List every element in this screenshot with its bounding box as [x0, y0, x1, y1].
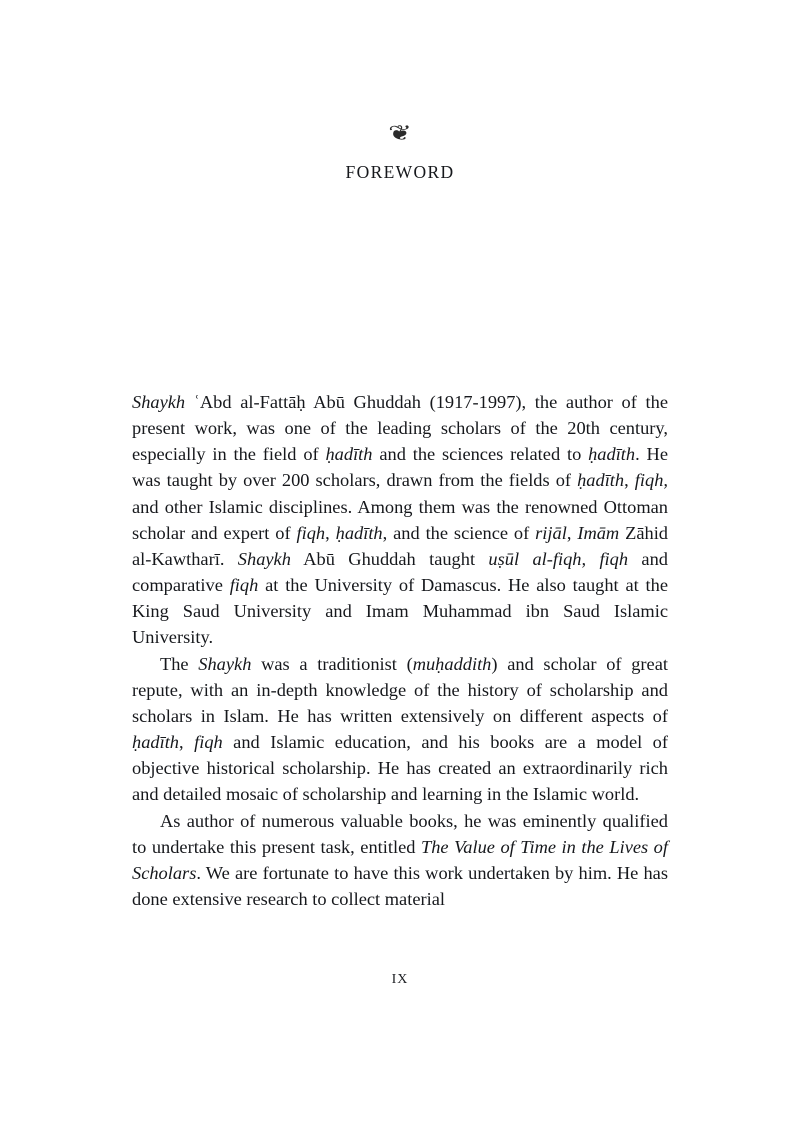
paragraph	[132, 389, 668, 651]
page-number: IX	[391, 972, 409, 987]
italic-term: uṣūl al-fiqh, fiqh	[488, 548, 629, 569]
body-text-block	[132, 389, 668, 912]
floral-flourish-ornament-icon: ❦	[388, 121, 412, 145]
body-text-run: ,	[624, 470, 635, 491]
body-text-run: at the University of Damascus. He also taught at the King Saud University and Imam Muhammad ibn Saud Islamic University.	[132, 575, 668, 648]
body-text-run: Abū Ghuddah taught	[290, 548, 489, 569]
italic-term: Shaykh	[132, 392, 186, 412]
italic-term: The Value of Time in the Lives of Scholars	[132, 836, 668, 883]
page-title: FOREWORD	[345, 162, 455, 182]
italic-term: ḥadīth	[335, 522, 383, 543]
body-text-run: and Islamic education, and his books are a model of objective historical scholarship. He has created an extraordinarily rich and detailed mosaic of scholarship and learning in the Islamic world.	[132, 732, 668, 805]
italic-term: fiqh	[194, 732, 223, 753]
paragraph	[132, 808, 668, 913]
italic-term: fiqh,	[634, 470, 669, 491]
body-text-run: ) and scholar of great repute, with an in-depth knowledge of the history of scholarship and scholars in Islam. He has written extensively on different aspects of	[132, 653, 668, 726]
italic-term: fiqh	[229, 575, 259, 596]
italic-term: ḥadīth	[325, 444, 373, 465]
italic-term: ḥadīth	[577, 470, 625, 491]
italic-term: rijāl	[535, 522, 567, 543]
italic-term: Shaykh	[237, 548, 291, 569]
italic-term: Imām	[577, 522, 620, 543]
body-text-run: ʿAbd al-Fattāḥ Abū Ghuddah (1917-1997), the author of the present work, was one of the leading scholars of the 20th century, especially in the field of	[132, 392, 668, 465]
body-text-run: ,	[179, 732, 195, 753]
body-text-run: . He was taught by over 200 scholars, drawn from the fields of	[132, 444, 668, 491]
body-text-run: Zāhid al-Kawtharī.	[132, 522, 669, 569]
body-text-run: The	[160, 653, 199, 674]
body-text-run: , and the science of	[382, 522, 536, 543]
body-text-run: and other Islamic disciplines. Among them was the renowned Ottoman scholar and expert of	[132, 496, 668, 543]
body-text-run: ,	[325, 522, 336, 543]
body-text-run: ,	[566, 522, 578, 543]
italic-term: muḥaddith	[412, 653, 492, 674]
chapter-header	[132, 118, 668, 183]
italic-term: ḥadīth	[132, 732, 180, 753]
body-text-run: was a traditionist (	[251, 653, 413, 674]
body-text-run: and the sciences related to	[372, 444, 589, 465]
body-text-run: As author of numerous valuable books, he was eminently qualified to undertake this present task, entitled	[132, 810, 668, 857]
body-text-run: and comparative	[132, 548, 668, 596]
paragraph	[132, 651, 668, 808]
italic-term: Shaykh	[198, 653, 252, 674]
body-text-run: . We are fortunate to have this work undertaken by him. He has done extensive research to collect material	[132, 862, 668, 909]
italic-term: ḥadīth	[588, 444, 636, 465]
italic-term: fiqh	[296, 522, 326, 543]
